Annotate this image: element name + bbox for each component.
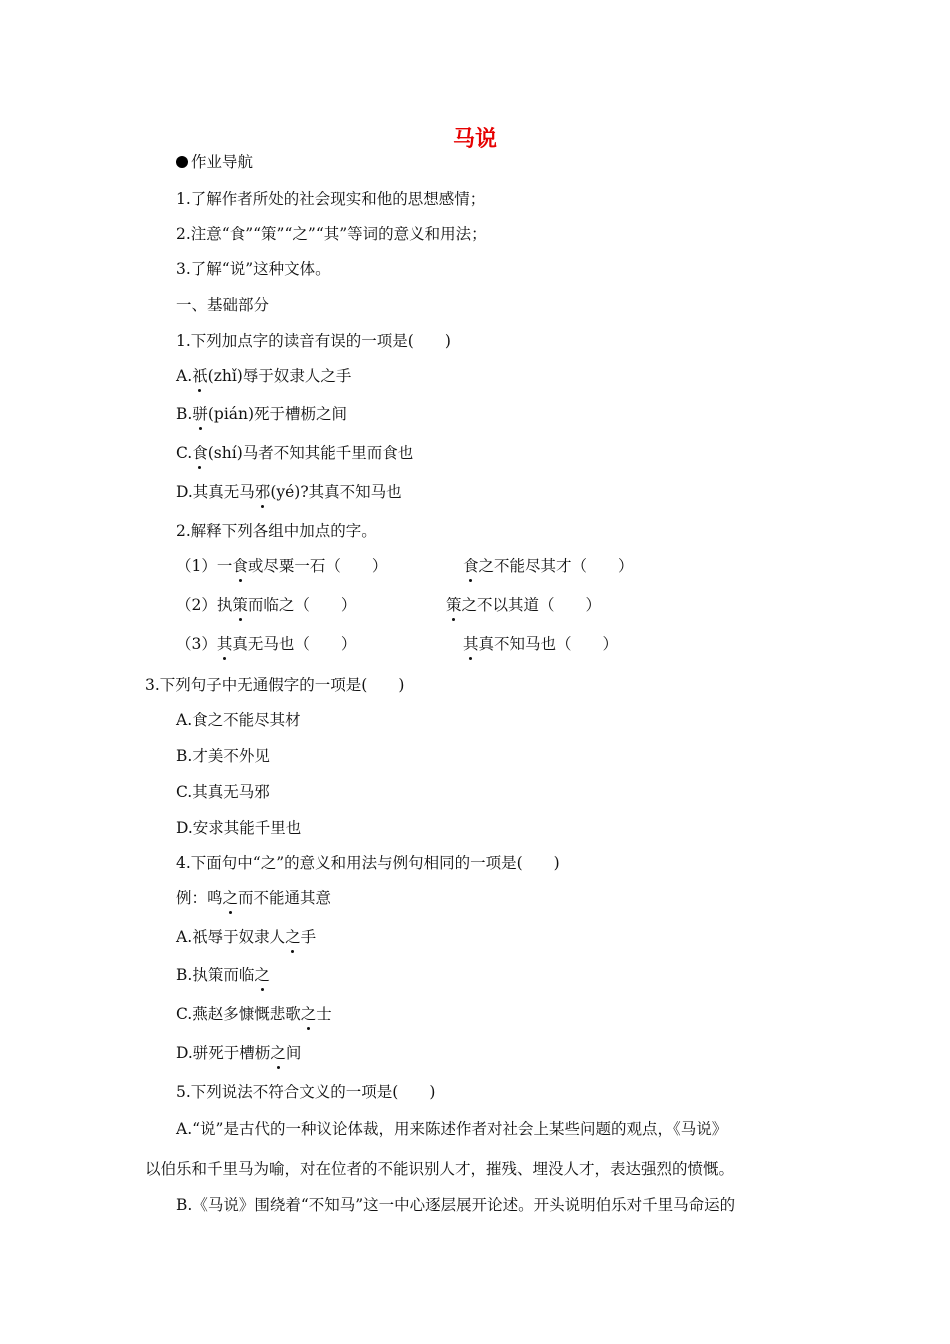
q4-option-b: B.执策而临之 bbox=[176, 966, 270, 984]
q3-option-c: C.其真无马邪 bbox=[176, 783, 270, 801]
dotted-char: 其 bbox=[216, 635, 233, 653]
nav-item-2: 2.注意“食”“策”“之”“其”等词的意义和用法； bbox=[176, 225, 487, 243]
q1-option-c: C.食(shí)马者不知其能千里而食也 bbox=[176, 444, 414, 462]
q3-option-d: D.安求其能千里也 bbox=[176, 819, 302, 837]
q4-stem: 4.下面句中“之”的意义和用法与例句相同的一项是( ) bbox=[176, 854, 560, 872]
dotted-char: 之 bbox=[222, 889, 239, 907]
q2-row-3-left: （3）其真无马也（ ） bbox=[176, 635, 357, 653]
dotted-char: 其 bbox=[463, 635, 479, 653]
q1-option-a: A.祇(zhǐ)辱于奴隶人之手 bbox=[176, 367, 352, 385]
dotted-char: 之 bbox=[270, 1044, 286, 1062]
bullet-icon bbox=[176, 156, 188, 168]
q5-option-a-line-2: 以伯乐和千里马为喻，对在位者的不能识别人才，摧残、埋没人才，表达强烈的愤慨。 bbox=[145, 1160, 735, 1178]
q2-row-1-right: 食之不能尽其才（ ） bbox=[463, 557, 634, 575]
q2-row-2-right: 策之不以其道（ ） bbox=[446, 596, 602, 614]
nav-item-3: 3.了解“说”这种文体。 bbox=[176, 260, 331, 278]
dotted-char: 食 bbox=[463, 557, 479, 575]
q5-stem: 5.下列说法不符合文义的一项是( ) bbox=[176, 1083, 436, 1101]
q1-stem: 1.下列加点字的读音有误的一项是( ) bbox=[176, 332, 451, 350]
q1-option-b: B.骈(pián)死于槽枥之间 bbox=[176, 405, 348, 423]
dotted-char: 邪 bbox=[254, 483, 271, 501]
dotted-char: 策 bbox=[232, 596, 248, 614]
q2-row-2-left: （2）执策而临之（ ） bbox=[176, 596, 357, 614]
q4-example: 例：鸣之而不能通其意 bbox=[176, 889, 332, 907]
dotted-char: 食 bbox=[232, 557, 248, 575]
nav-heading: 作业导航 bbox=[176, 152, 253, 172]
q3-stem: 3.下列句子中无通假字的一项是( ) bbox=[145, 676, 405, 694]
q5-option-a-line-1: A.“说”是古代的一种议论体裁，用来陈述作者对社会上某些问题的观点，《马说》 bbox=[176, 1120, 728, 1138]
q3-option-a: A.食之不能尽其材 bbox=[176, 711, 301, 729]
dotted-char: 祇 bbox=[192, 367, 208, 385]
section-heading: 一、基础部分 bbox=[176, 296, 270, 314]
q5-option-b-line-1: B.《马说》围绕着“不知马”这一中心逐层展开论述。开头说明伯乐对千里马命运的 bbox=[176, 1196, 736, 1214]
q1-option-d: D.其真无马邪(yé)?其真不知马也 bbox=[176, 483, 402, 501]
q2-row-3-right: 其真不知马也（ ） bbox=[463, 635, 619, 653]
q2-stem: 2.解释下列各组中加点的字。 bbox=[176, 522, 377, 540]
dotted-char: 食 bbox=[192, 444, 208, 462]
dotted-char: 策 bbox=[446, 596, 462, 614]
q4-option-c: C.燕赵多慷慨悲歌之士 bbox=[176, 1005, 332, 1023]
q2-row-1-left: （1）一食或尽粟一石（ ） bbox=[176, 557, 388, 575]
dotted-char: 之 bbox=[285, 928, 301, 946]
dotted-char: 骈 bbox=[192, 405, 208, 423]
page-title: 马说 bbox=[452, 127, 497, 152]
dotted-char: 之 bbox=[300, 1005, 317, 1023]
dotted-char: 之 bbox=[254, 966, 270, 984]
q4-option-d: D.骈死于槽枥之间 bbox=[176, 1044, 302, 1062]
q4-option-a: A.祇辱于奴隶人之手 bbox=[176, 928, 317, 946]
q3-option-b: B.才美不外见 bbox=[176, 747, 270, 765]
nav-item-1: 1.了解作者所处的社会现实和他的思想感情； bbox=[176, 190, 486, 208]
